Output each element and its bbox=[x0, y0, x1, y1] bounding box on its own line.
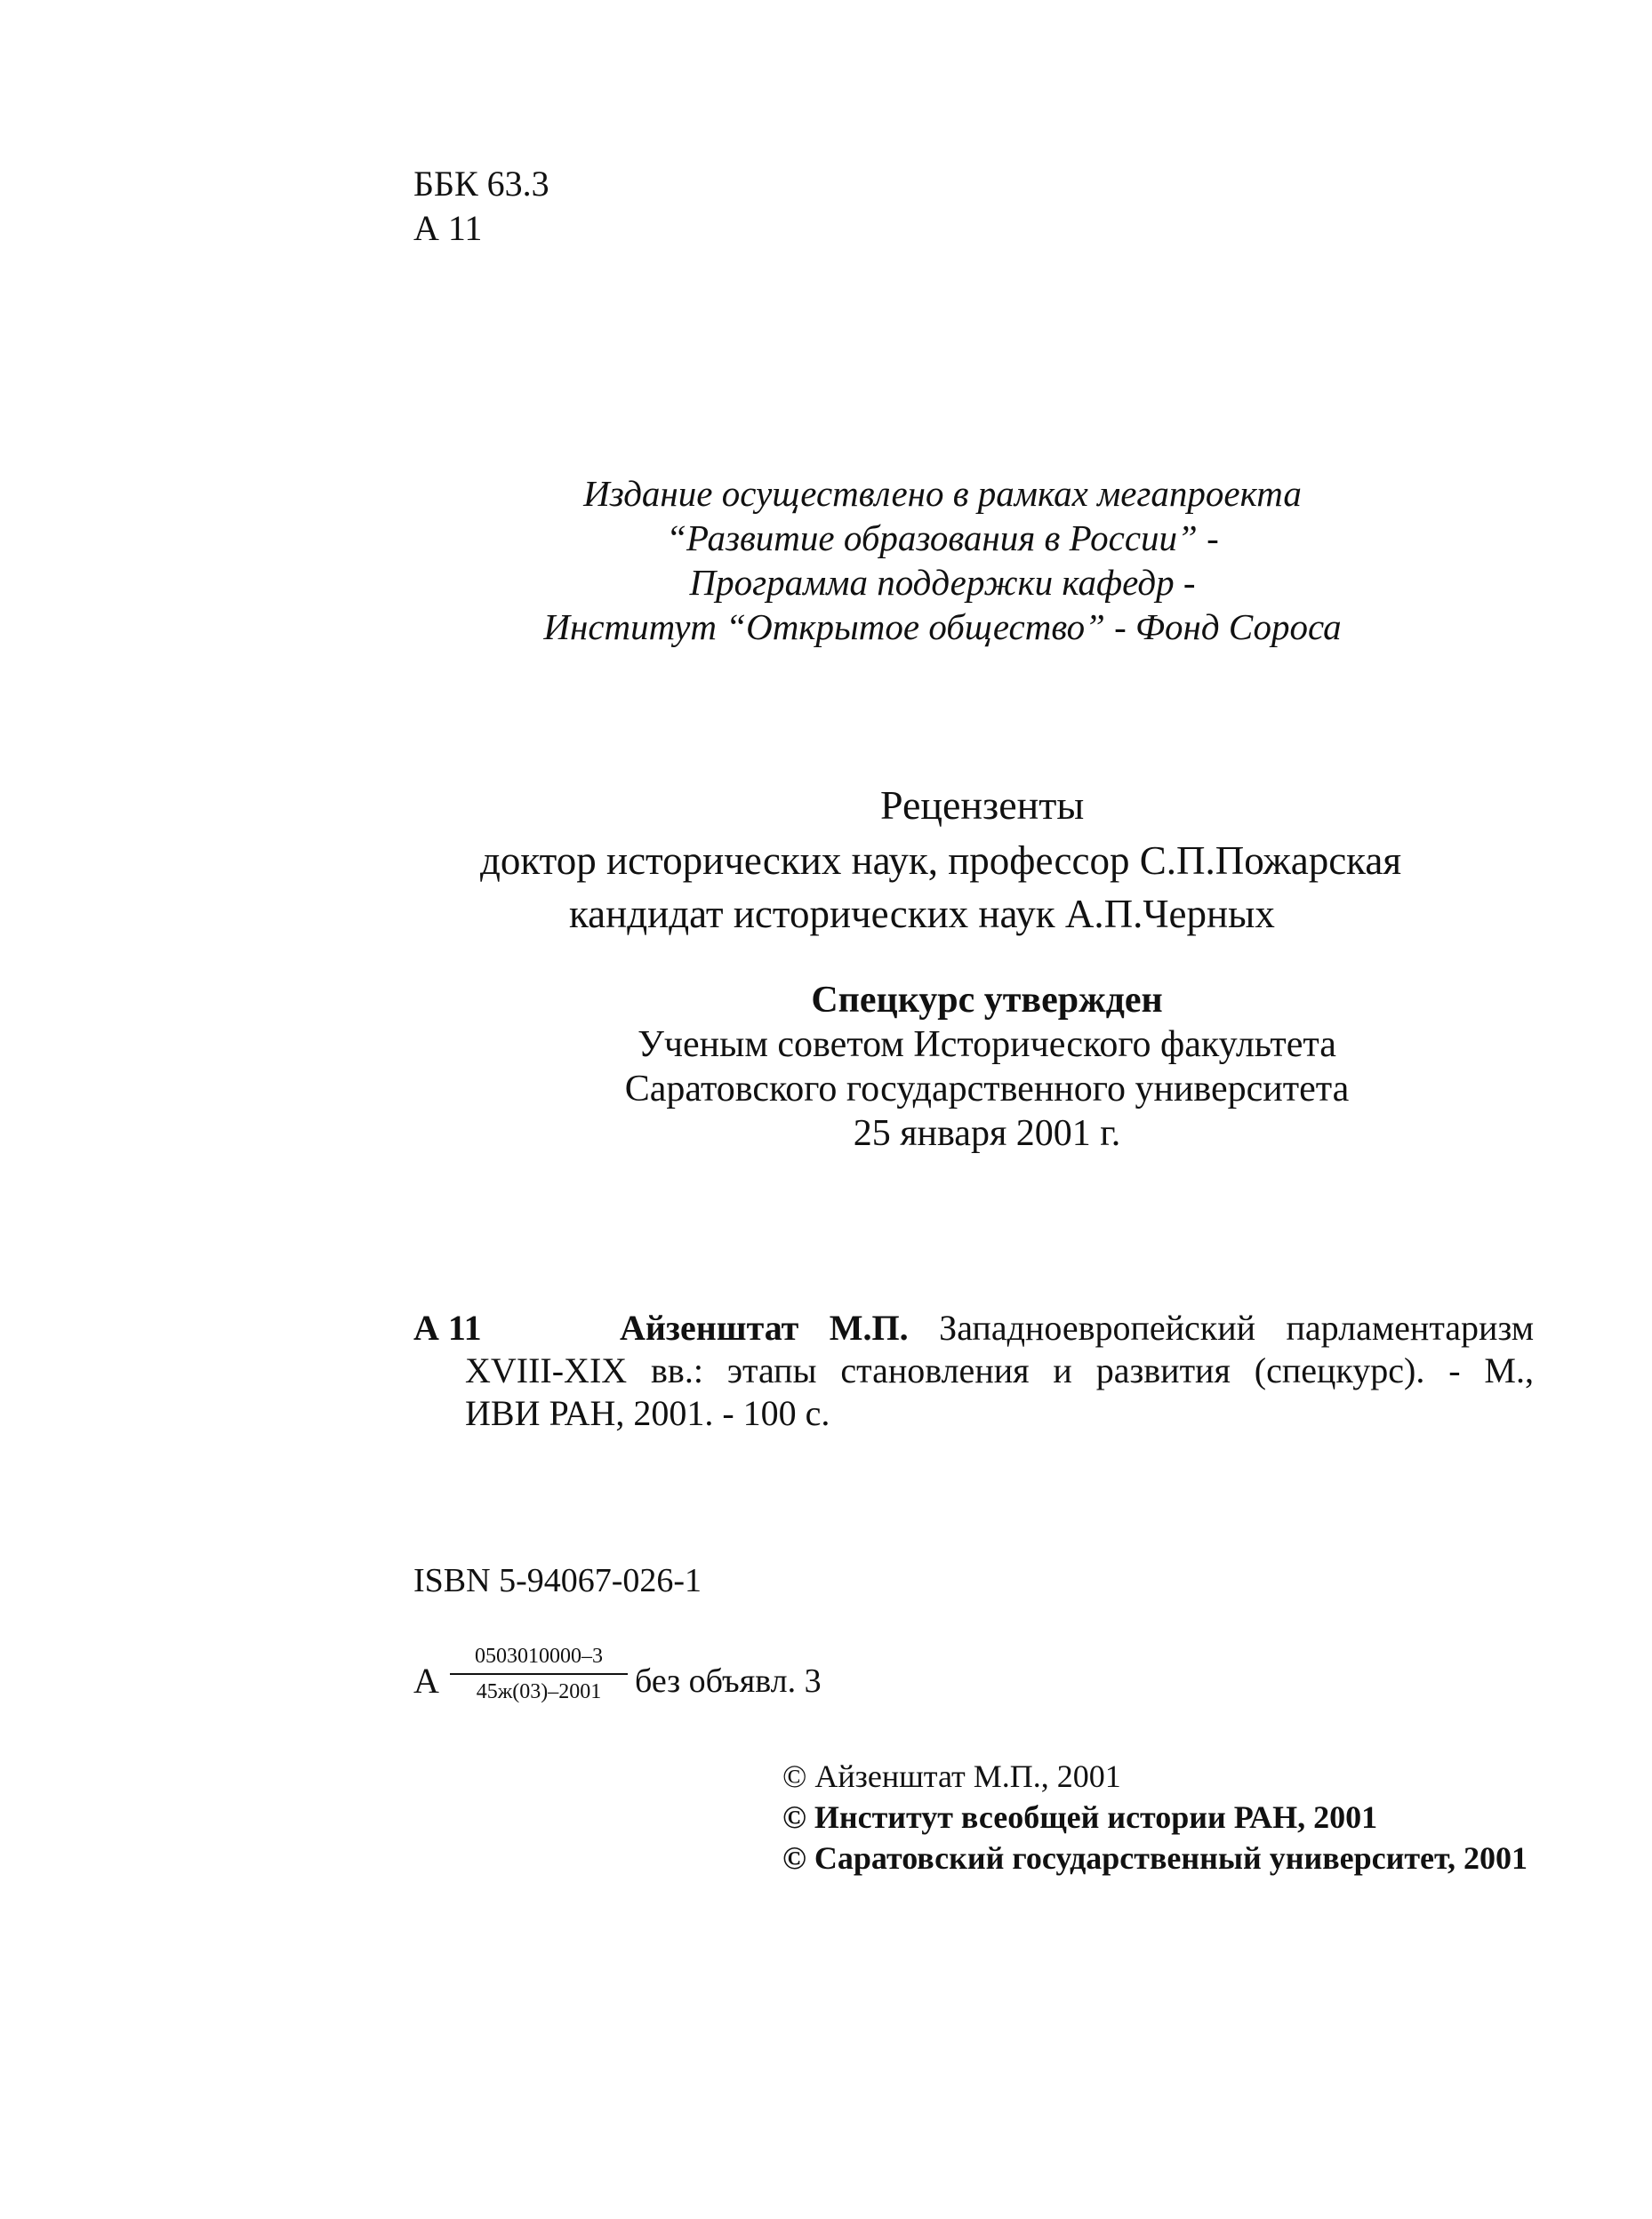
copyright-block bbox=[782, 1756, 1528, 1879]
copyright-line: © Саратовский государственный университет, 2001 bbox=[782, 1840, 1528, 1876]
pricing-denominator: 45ж(03)–2001 bbox=[476, 1680, 602, 1703]
copyright-line: © Институт всеобщей истории РАН, 2001 bbox=[782, 1799, 1378, 1835]
record-code: А 11 bbox=[413, 1308, 482, 1348]
approval-block bbox=[542, 978, 1431, 1156]
project-note-line: Институт “Открытое общество” - Фонд Сороса bbox=[543, 606, 1342, 647]
approval-title: Спецкурс утвержден bbox=[811, 980, 1163, 1021]
approval-line: Ученым советом Исторического факультета bbox=[638, 1024, 1336, 1065]
pricing-prefix: А bbox=[413, 1661, 439, 1701]
copyright-line: © Айзенштат М.П., 2001 bbox=[782, 1758, 1121, 1794]
bibliographic-record bbox=[413, 1307, 1534, 1435]
record-title: Западноевропейский парламентаризм bbox=[939, 1308, 1535, 1348]
record-publisher: ИВИ РАН, 2001. - 100 с. bbox=[465, 1393, 830, 1433]
pricing-numerator: 0503010000–3 bbox=[450, 1643, 628, 1675]
reviewer-item: кандидат исторических наук А.П.Черных bbox=[569, 892, 1275, 936]
pricing-fraction bbox=[450, 1643, 628, 1705]
pricing-suffix: без объявл. 3 bbox=[635, 1662, 822, 1700]
record-title-continued: XVIII-XIX вв.: этапы становления и развития (спецкурс). - М., bbox=[465, 1350, 1534, 1390]
project-note-line: Программа поддержки кафедр - bbox=[689, 562, 1196, 603]
reviewer-item: доктор исторических наук, профессор С.П.Пожарская bbox=[480, 838, 1402, 883]
bbk-code: ББК 63.3 bbox=[413, 164, 549, 204]
record-author: Айзенштат М.П. bbox=[620, 1308, 909, 1348]
isbn: ISBN 5-94067-026-1 bbox=[413, 1562, 702, 1599]
approval-line: Саратовского государственного университета bbox=[624, 1069, 1350, 1110]
author-index: А 11 bbox=[413, 208, 483, 248]
project-note-line: Издание осуществлено в рамках мегапроекта bbox=[583, 473, 1302, 514]
project-note-line: “Развитие образования в России” - bbox=[666, 517, 1219, 558]
project-note bbox=[498, 471, 1387, 649]
approval-date: 25 января 2001 г. bbox=[853, 1113, 1121, 1154]
reviewers-title: Рецензенты bbox=[880, 782, 1085, 828]
